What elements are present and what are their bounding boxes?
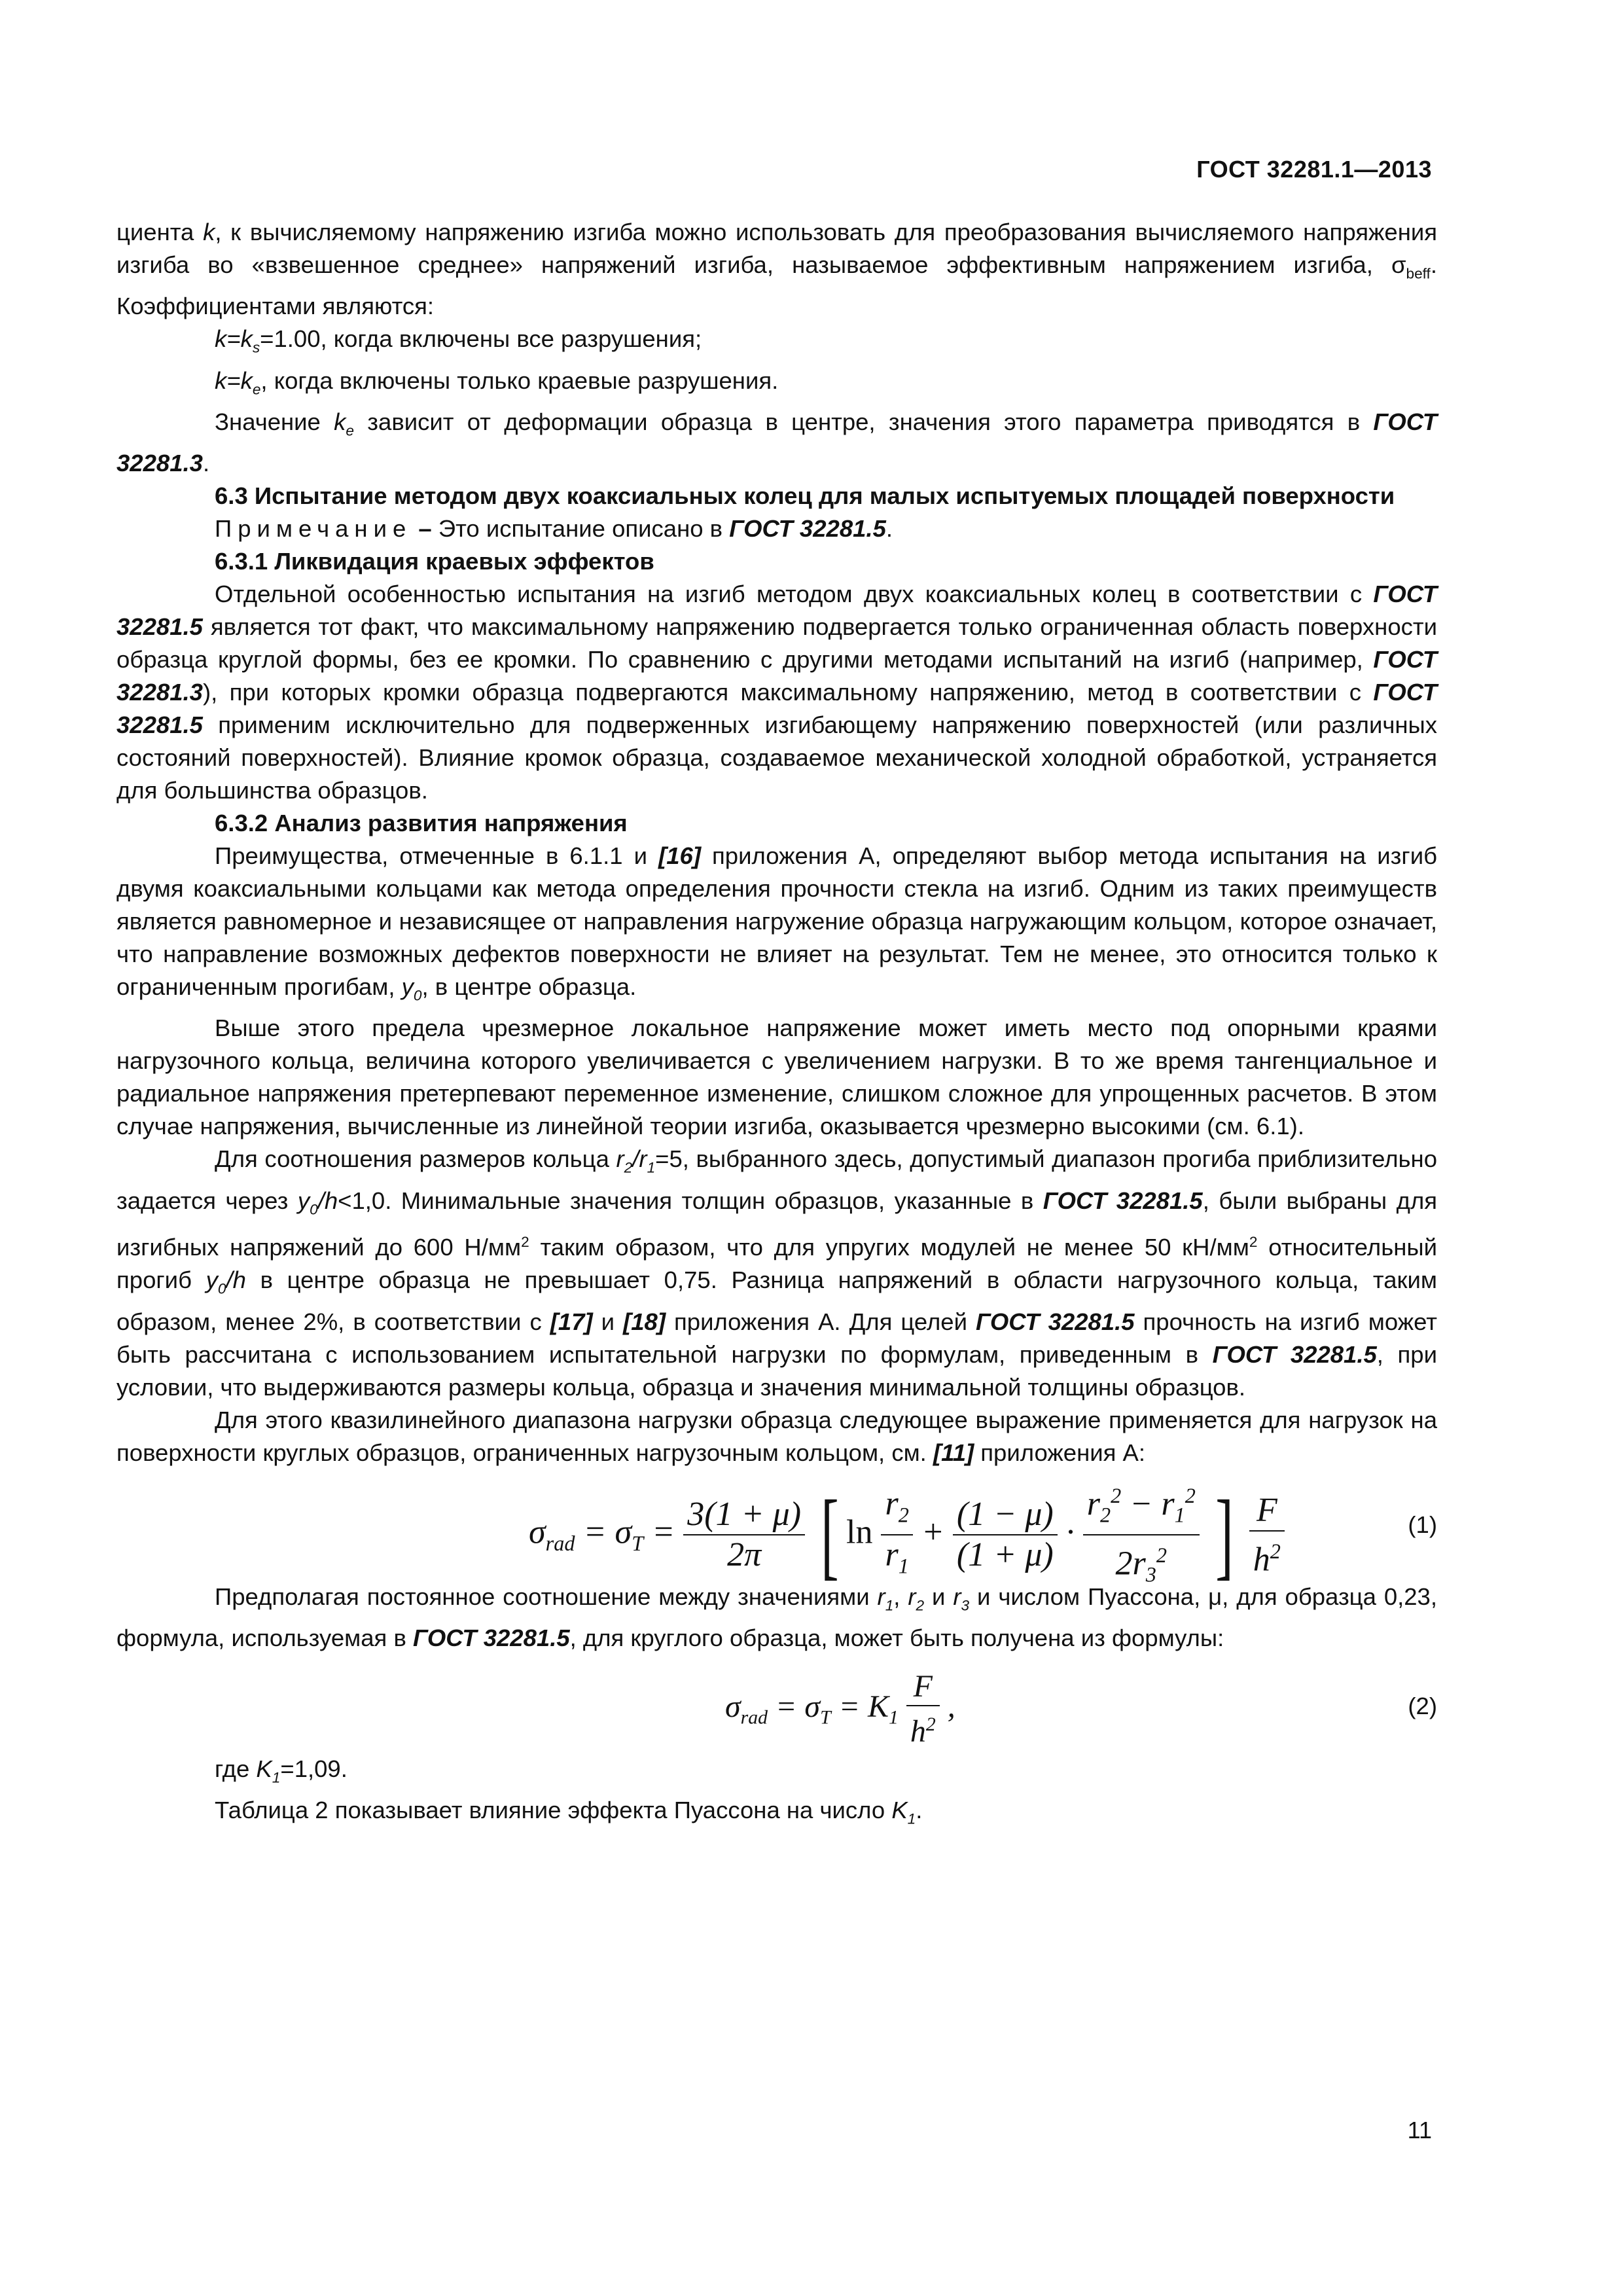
paragraph: Для этого квазилинейного диапазона нагрузки образца следующее выражение применяется для нагрузок на поверхности круглых образцов, ограниченных нагрузочным кольцом, см. [11] приложения А:	[116, 1406, 1437, 1466]
formula-1: $\sigma_{rad} = \sigma_T$ = $\frac{3(1 + \mu)}{2\pi}$ [ ln $\frac{r_2}{r_1}$ + $\frac{(1 - \mu)}{(1 + \mu)}$ · $\frac{r_2^2 - r_1^2}{2r_3^2}$ ] $\frac{F}{h^2}$ (1)	[116, 1476, 1437, 1574]
paragraph: Таблица 2 показывает влияние эффекта Пуассона на число $K_1$.	[215, 1797, 923, 1827]
paragraph: циента k, к вычисляемому напряжению изгиба можно использовать для преобразования вычисляемого напряжения изгиба во «взвешенное среднее» напряжений изгиба, называемое эффективным напряжением изгиба, $\sigma_{beff}$. Коэффициентами являются:	[116, 219, 1437, 320]
page-number: 11	[1407, 2117, 1432, 2144]
paragraph: Для соотношения размеров кольца $r_2/r_1=5$, выбранного здесь, допустимый диапазон прогиба приблизительно задается через $y_0/h<1,0$. Минимальные значения толщин образцов, указанные в ГОСТ 32281.5, были выбраны для изгибных напряжений до 600 $Н/мм^2$ таким образом, что для упругих модулей не менее 50 $кН/мм^2$ относительный прогиб $y_0/h$ в центре образца не превышает 0,75. Разница напряжений в области нагрузочного кольца, таким образом, менее 2%, в соответствии с [17] и [18] приложения А. Для целей ГОСТ 32281.5 прочность на изгиб может быть рассчитана с использованием испытательной нагрузки по формулам, приведенным в ГОСТ 32281.5, при условии, что выдерживаются размеры кольца, образца и значения минимальной толщины образцов.	[116, 1145, 1438, 1401]
formula-2: $\sigma_{rad} = \sigma_T = K_1$ $\frac{F}{h^2}$ , (2)	[725, 1669, 1437, 1749]
note: Примечание – Это испытание описано в ГОСТ 32281.5.	[215, 515, 893, 543]
paragraph: Преимущества, отмеченные в 6.1.1 и [16] приложения А, определяют выбор метода испытания на изгиб двумя коаксиальными кольцами как метода определения прочности стекла на изгиб. Одним из таких преимуществ является равномерное и независящее от направления нагружение образца нагружающим кольцом, которое означает, что направление возможных дефектов поверхности не влияет на результат. Тем не менее, это относится только к ограниченным прогибам, $y_0$, в центре образца.	[116, 842, 1437, 1004]
body-text	[116, 216, 1437, 1835]
section-heading-6-3-2: 6.3.2 Анализ развития напряжения	[215, 810, 628, 837]
coefficient-ks: $k=k_s=1.00$, когда включены все разрушения;	[215, 325, 702, 356]
section-heading-6-3: 6.3 Испытание методом двух коаксиальных колец для малых испытуемых площадей поверхности	[215, 482, 1395, 510]
equation-number: (2)	[1408, 1692, 1437, 1719]
reference-link: ГОСТ 32281.3	[116, 408, 1437, 477]
note-label: Примечание	[215, 515, 412, 543]
paragraph: Значение $k_e$ зависит от деформации образца в центре, значения этого параметра приводятся в ГОСТ 32281.3.	[116, 408, 1437, 477]
paragraph: Выше этого предела чрезмерное локальное напряжение может иметь место под опорными краями нагрузочного кольца, величина которого увеличивается с увеличением нагрузки. В то же время тангенциальное и радиальное напряжения претерпевают переменное изменение, слишком сложное для упрощенных расчетов. В этом случае напряжения, вычисленные из линейной теории изгиба, оказывается чрезмерно высокими (см. 6.1).	[116, 1014, 1437, 1140]
paragraph: Отдельной особенностью испытания на изгиб методом двух коаксиальных колец в соответствии с ГОСТ 32281.5 является тот факт, что максимальному напряжению подвергается только ограниченная область поверхности образца круглой формы, без ее кромки. По сравнению с другими методами испытаний на изгиб (например, ГОСТ 32281.3), при которых кромки образца подвергаются максимальному напряжению, метод в соответствии с ГОСТ 32281.5 применим исключительно для подверженных изгибающему напряжению поверхностей (или различных состояний поверхностей). Влияние кромок образца, создаваемое механической холодной обработкой, устраняется для большинства образцов.	[116, 581, 1437, 804]
paragraph: где $K_1=1,09$.	[215, 1755, 348, 1786]
paragraph: Предполагая постоянное соотношение между значениями $r_1$, $r_2$ и $r_3$ и числом Пуассона, μ, для образца 0,23, формула, используемая в ГОСТ 32281.5, для круглого образца, может быть получена из формулы:	[116, 1583, 1437, 1651]
standard-code: ГОСТ 32281.1—2013	[1196, 156, 1432, 183]
section-heading-6-3-1: 6.3.1 Ликвидация краевых эффектов	[215, 548, 654, 575]
coefficient-ke: $k=k_e$, когда включены только краевые разрушения.	[215, 367, 779, 397]
equation-number: (1)	[1408, 1511, 1437, 1538]
